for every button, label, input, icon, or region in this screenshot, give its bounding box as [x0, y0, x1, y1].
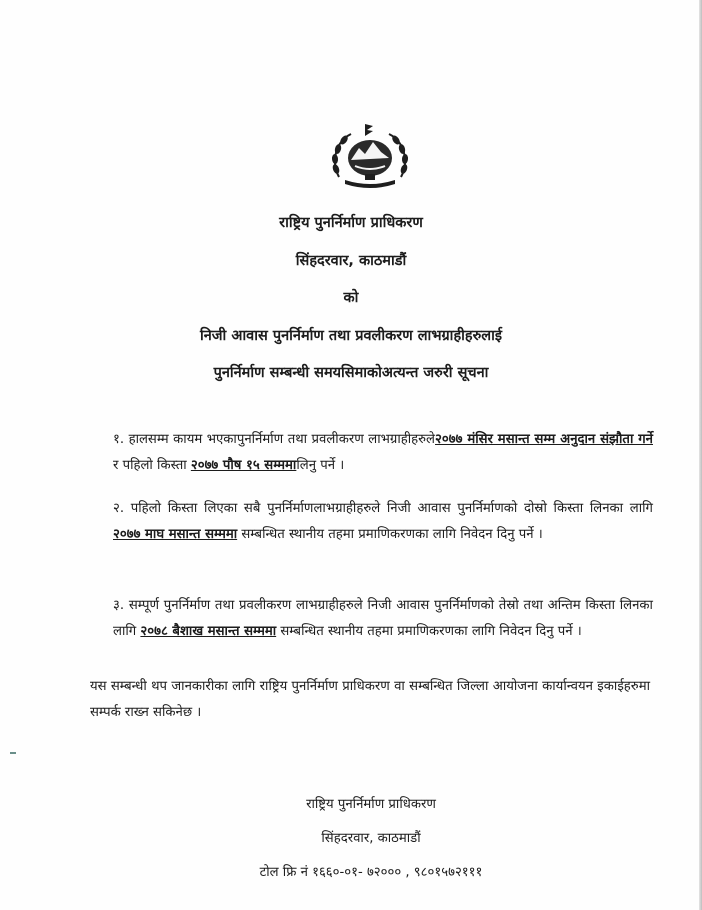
authority-location: सिंहदरवार, काठमाडौं: [295, 253, 407, 269]
notice-subject-line-2: पुनर्निर्माण सम्बन्धी समयसिमाकोअत्यन्त जरुरी सूचना: [213, 365, 489, 381]
contact-note: यस सम्बन्धी थप जानकारीका लागि राष्ट्रिय पुनर्निर्माण प्राधिकरण वा सम्बन्धित जिल्ला आयोजना कार्यान्वयन इकाईहरुमा सम्पर्क राख्न सकिनेछ ।: [90, 679, 650, 720]
item-text-after: सम्बन्धित स्थानीय तहमा प्रमाणिकरणका लागि निवेदन दिनु पर्ने ।: [280, 624, 582, 639]
footer-location: सिंहदरवार, काठमाडौं: [321, 831, 421, 846]
item-number: ३.: [113, 598, 125, 613]
item-text-before: हालसम्म कायम भएकापुनर्निर्माण तथा प्रवलीकरण लाभग्राहीहरुले: [128, 432, 435, 447]
notice-item-2: [113, 496, 653, 548]
nepal-government-emblem-icon: [329, 122, 411, 192]
deadline-highlight: २०७७ पौष १५ सम्ममा: [190, 458, 297, 473]
item-text-after: लिनु पर्ने ।: [296, 458, 345, 473]
scan-speck: [10, 750, 20, 756]
item-text-middle: र पहिलो किस्ता: [113, 458, 187, 473]
possessive-connector: को: [343, 290, 359, 306]
deadline-highlight: २०७७ माघ मसान्त सम्ममा: [113, 527, 238, 542]
item-number: १.: [113, 432, 125, 447]
deadline-highlight: २०७८ बैशाख मसान्त सम्ममा: [140, 624, 277, 639]
notice-subject-line-1: निजी आवास पुनर्निर्माण तथा प्रवलीकरण लाभग्राहीहरुलाई: [200, 328, 502, 344]
notice-item-3: [113, 593, 653, 645]
notice-item-1: [113, 427, 653, 479]
deadline-highlight: २०७७ मंसिर मसान्त सम्म अनुदान संझौता गर्ने: [435, 432, 653, 447]
item-text-after: सम्बन्धित स्थानीय तहमा प्रमाणिकरणका लागि निवेदन दिनु पर्ने ।: [241, 527, 543, 542]
authority-title: राष्ट्रिय पुनर्निर्माण प्राधिकरण: [279, 215, 423, 231]
footer-authority: राष्ट्रिय पुनर्निर्माण प्राधिकरण: [306, 797, 436, 812]
item-text-before: पहिलो किस्ता लिएका सबै पुनर्निर्माणलाभग्राहीहरुले निजी आवास पुनर्निर्माणको दोस्रो किस्ता लिनका लागि: [130, 501, 653, 516]
item-text-before: सम्पूर्ण पुनर्निर्माण तथा प्रवलीकरण लाभग्राहीहरुले निजी आवास पुनर्निर्माणको तेस्रो तथा अन्तिम किस्ता लिनका लागि: [113, 598, 653, 639]
item-number: २.: [113, 501, 125, 516]
footer-phone: टोल फ्रि नं १६६०-०१- ७२००० , ९८०१५७२१११: [259, 865, 483, 880]
